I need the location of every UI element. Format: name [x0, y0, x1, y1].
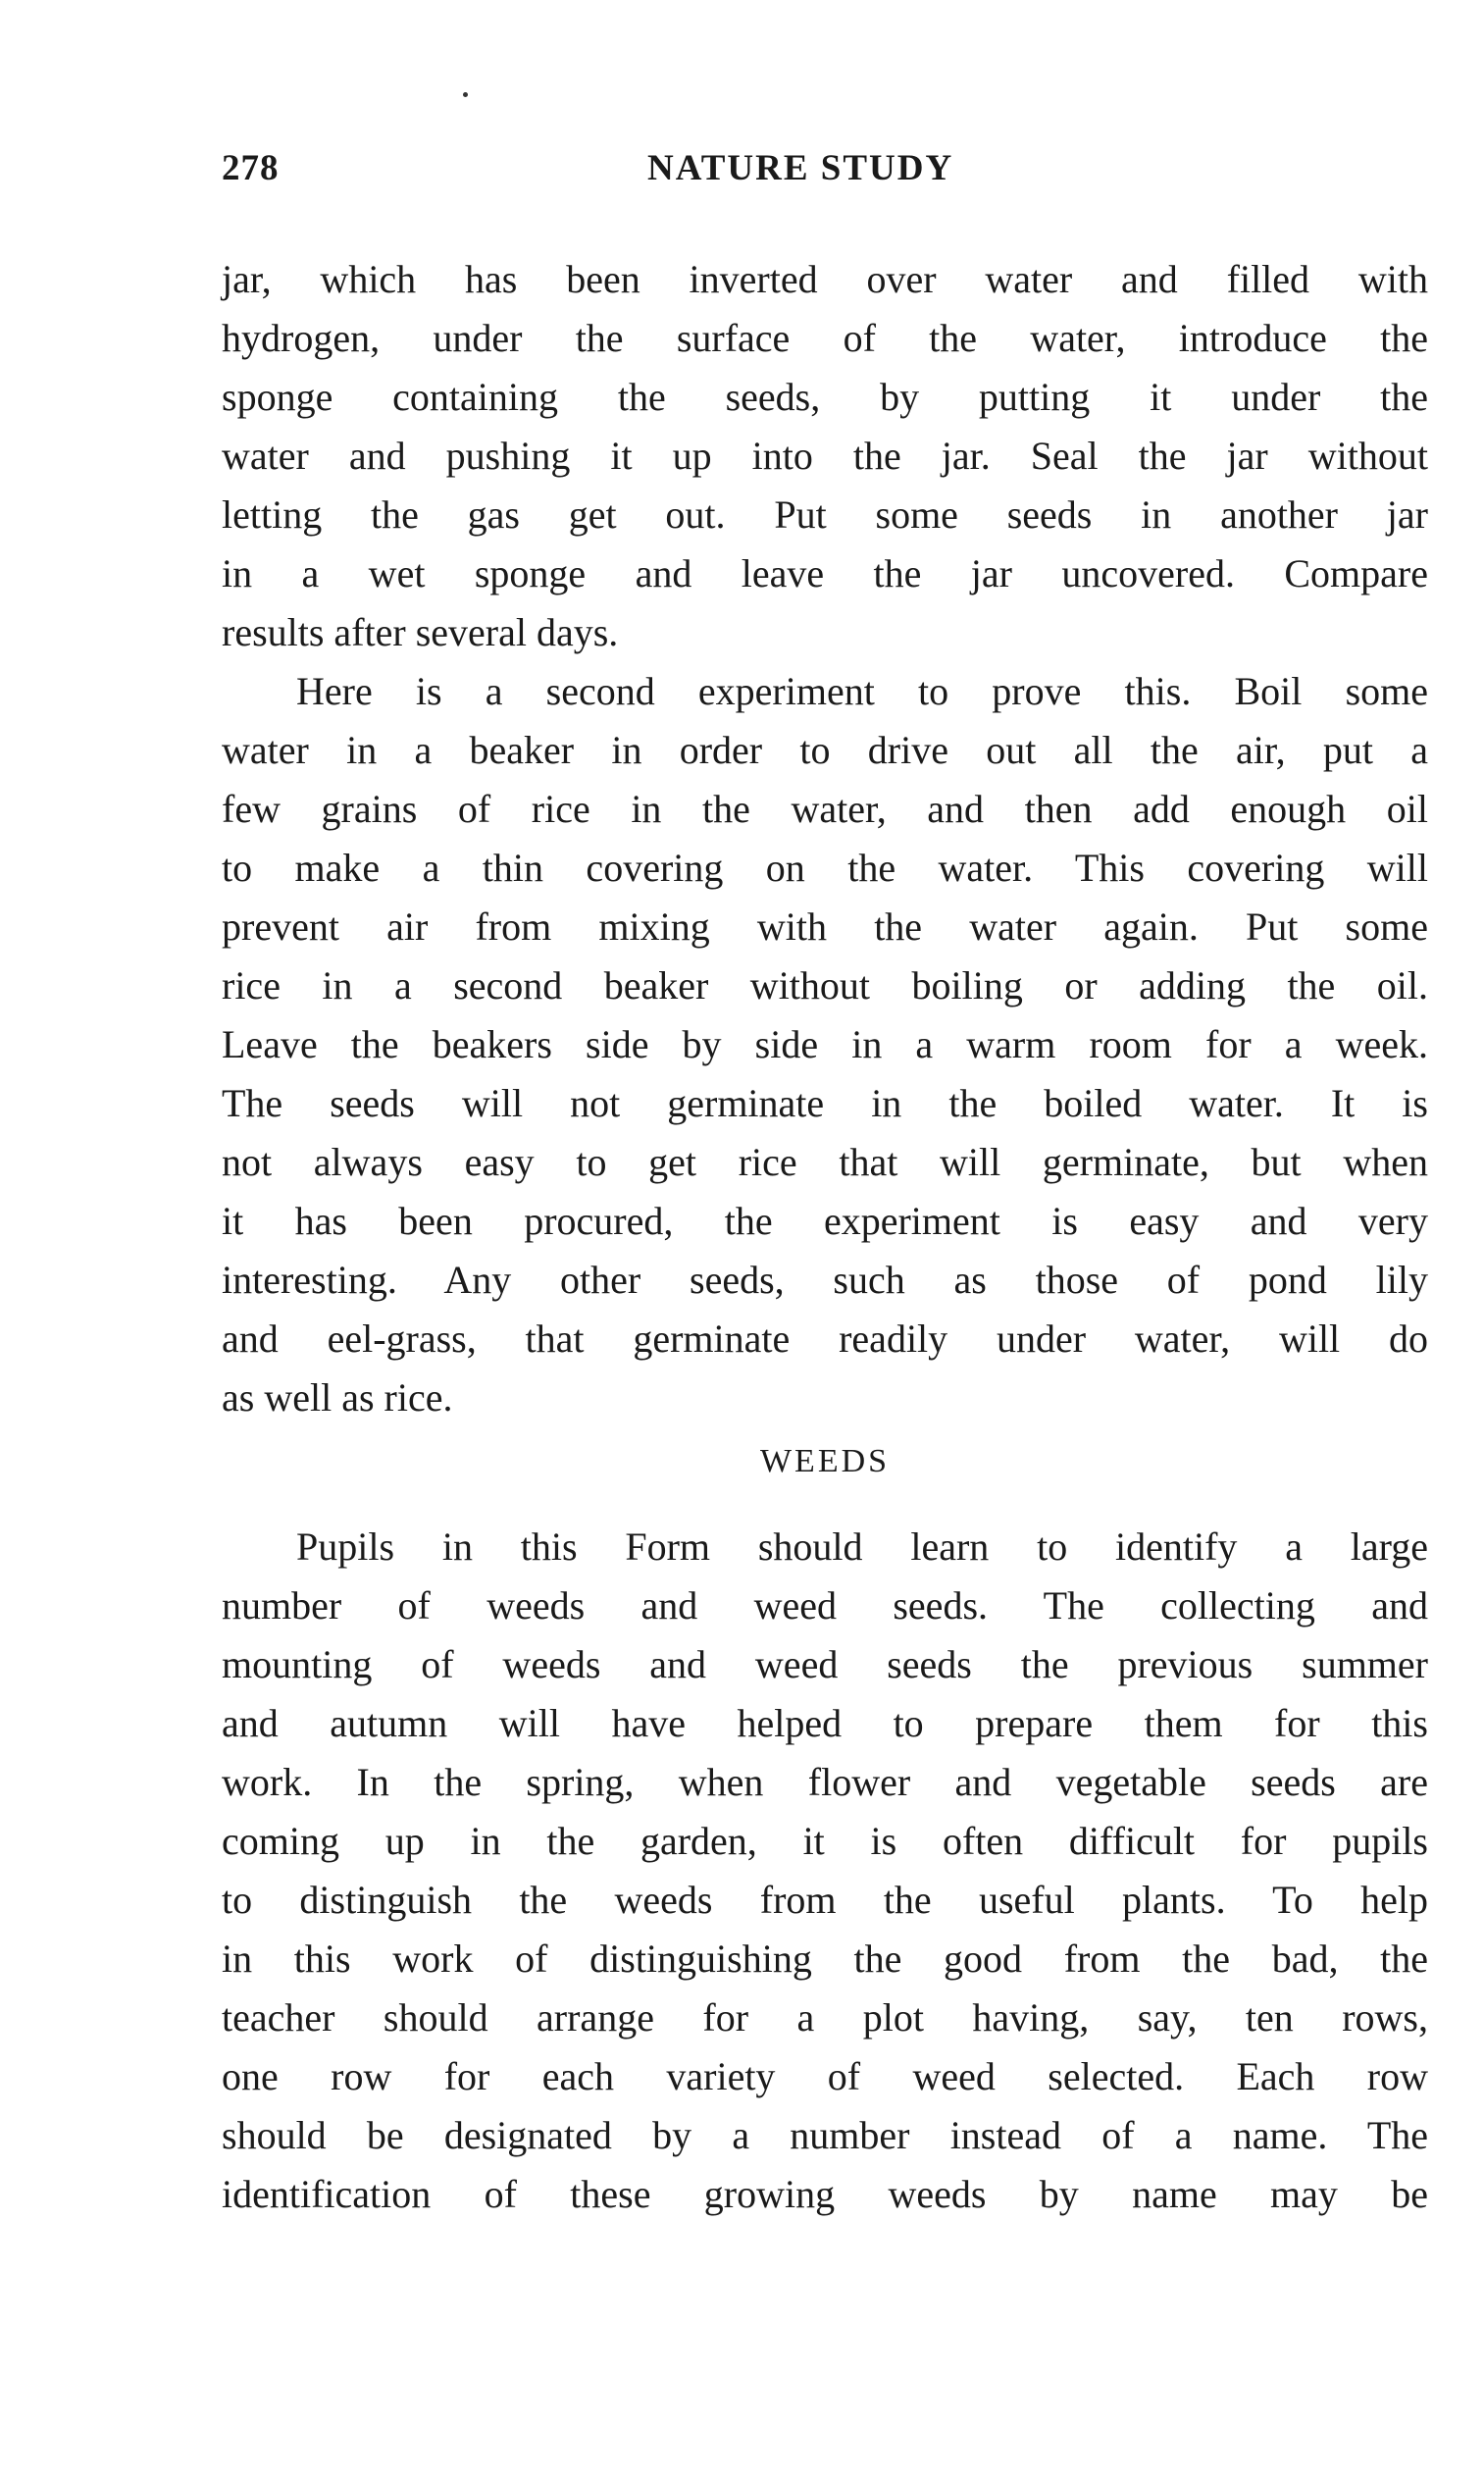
- text-line: jar, which has been inverted over water and filled with: [222, 257, 1428, 301]
- text-line: rice in a second beaker without boiling or adding the oil.: [222, 963, 1428, 1007]
- paragraph: [222, 250, 1428, 662]
- text-line: Here is a second experiment to prove this. Boil some: [296, 669, 1428, 713]
- text-line: sponge containing the seeds, by putting it under the: [222, 375, 1428, 419]
- text-line: and eel-grass, that germinate readily under water, will do: [222, 1317, 1428, 1361]
- text-line: in a wet sponge and leave the jar uncovered. Compare: [222, 551, 1428, 595]
- section-heading: WEEDS: [759, 1443, 891, 1479]
- page-header: [0, 147, 1484, 196]
- body-text: [222, 250, 1428, 2224]
- text-line: prevent air from mixing with the water again. Put some: [222, 904, 1428, 949]
- text-line: not always easy to get rice that will germinate, but when: [222, 1140, 1428, 1184]
- text-line: as well as rice.: [222, 1375, 453, 1420]
- text-line: mounting of weeds and weed seeds the previous summer: [222, 1642, 1428, 1686]
- paragraph: [222, 662, 1428, 1427]
- text-line: few grains of rice in the water, and then add enough oil: [222, 787, 1428, 831]
- text-line: hydrogen, under the surface of the water, introduce the: [222, 316, 1428, 360]
- text-line: water and pushing it up into the jar. Seal the jar without: [222, 434, 1428, 478]
- text-line: water in a beaker in order to drive out all the air, put a: [222, 728, 1428, 772]
- ink-speck: [463, 92, 468, 97]
- text-line: and autumn will have helped to prepare them for this: [222, 1701, 1428, 1745]
- text-line: coming up in the garden, it is often difficult for pupils: [222, 1819, 1428, 1863]
- paragraph: [222, 1518, 1428, 2224]
- page-number: 278: [222, 148, 280, 188]
- text-line: number of weeds and weed seeds. The collecting and: [222, 1583, 1428, 1627]
- text-line: results after several days.: [222, 610, 619, 654]
- text-line: to distinguish the weeds from the useful plants. To help: [222, 1878, 1428, 1922]
- text-line: in this work of distinguishing the good from the bad, the: [222, 1937, 1428, 1981]
- text-line: work. In the spring, when flower and vegetable seeds are: [222, 1760, 1428, 1804]
- text-line: should be designated by a number instead of a name. The: [222, 2113, 1428, 2157]
- running-title: NATURE STUDY: [647, 148, 954, 188]
- text-line: teacher should arrange for a plot having, say, ten rows,: [222, 1995, 1428, 2040]
- text-line: one row for each variety of weed selected. Each row: [222, 2054, 1428, 2098]
- text-line: to make a thin covering on the water. This covering will: [222, 846, 1428, 890]
- text-line: Leave the beakers side by side in a warm room for a week.: [222, 1022, 1428, 1066]
- text-line: it has been procured, the experiment is easy and very: [222, 1199, 1428, 1243]
- text-line: The seeds will not germinate in the boiled water. It is: [222, 1081, 1428, 1125]
- text-line: letting the gas get out. Put some seeds in another jar: [222, 492, 1428, 537]
- text-line: identification of these growing weeds by name may be: [222, 2172, 1428, 2216]
- text-line: Pupils in this Form should learn to identify a large: [296, 1524, 1428, 1569]
- text-line: interesting. Any other seeds, such as those of pond lily: [222, 1258, 1428, 1302]
